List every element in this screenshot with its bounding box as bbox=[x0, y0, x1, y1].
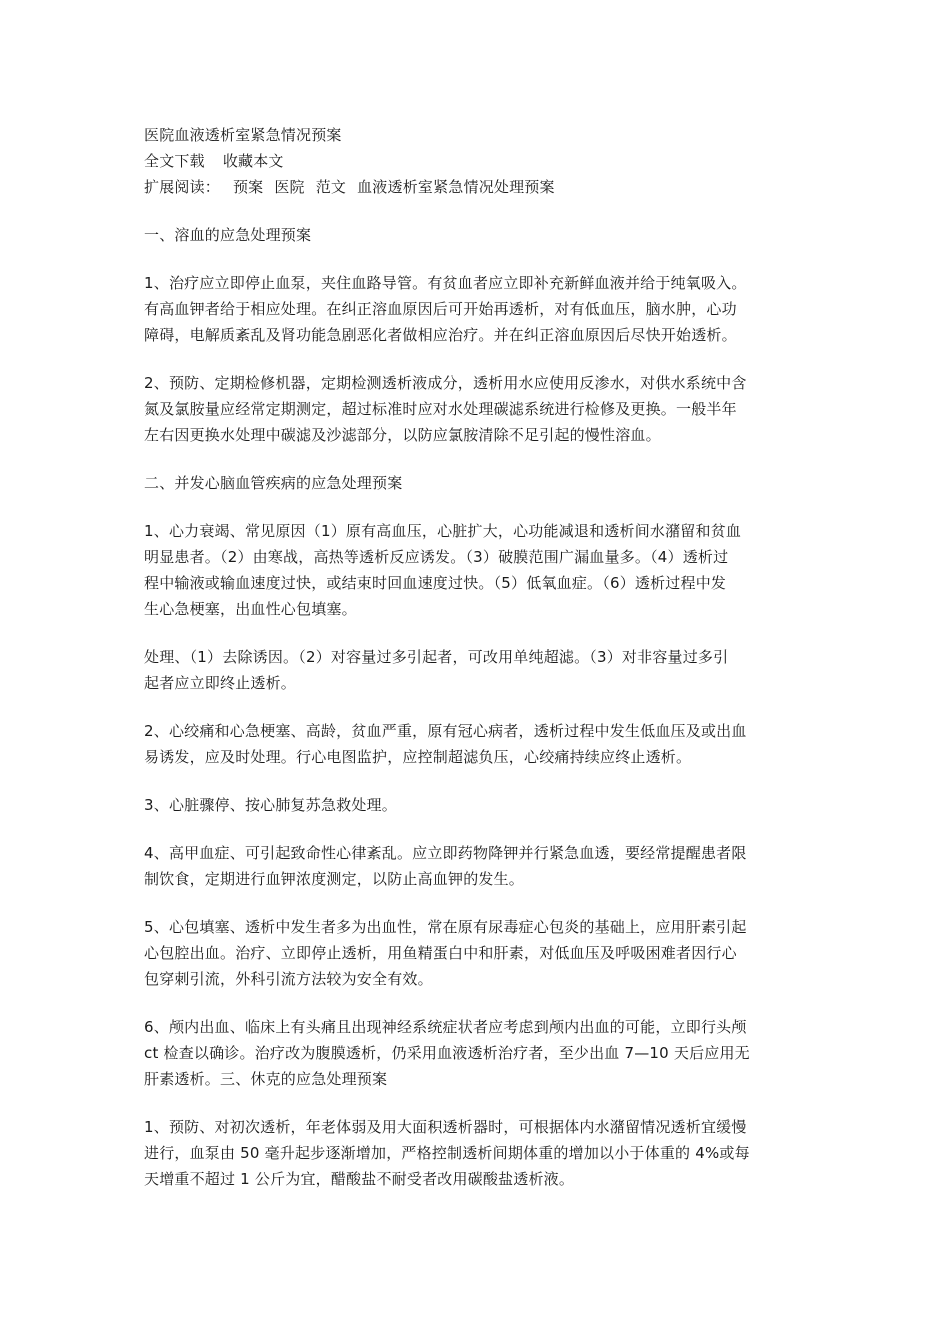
paragraph-line: 明显患者。（2）由寒战，高热等透析反应诱发。（3）破膜范围广漏血量多。（4）透析过 bbox=[144, 548, 729, 566]
paragraph-line: 1、治疗应立即停止血泵，夹住血路导管。有贫血者应立即补充新鲜血液并给于纯氧吸入。 bbox=[144, 274, 747, 292]
spacer bbox=[144, 622, 812, 644]
paragraph-line: 处理、（1）去除诱因。（2）对容量过多引起者，可改用单纯超滤。（3）对非容量过多引 bbox=[144, 648, 729, 666]
paragraph-line: 包穿刺引流，外科引流方法较为安全有效。 bbox=[144, 970, 433, 988]
paragraph-line: ct 检查以确诊。治疗改为腹膜透析，仍采用血液透析治疗者，至少出血 7—10 天后应用无 bbox=[144, 1044, 750, 1062]
spacer bbox=[144, 770, 812, 792]
paragraph-line: 起者应立即终止透析。 bbox=[144, 674, 297, 692]
spacer bbox=[144, 348, 812, 370]
spacer bbox=[144, 496, 812, 518]
related-keyword[interactable]: 范文 bbox=[315, 178, 347, 196]
paragraph-line: 程中输液或输血速度过快，或结束时回血速度过快。（5）低氧血症。（6）透析过程中发 bbox=[144, 574, 727, 592]
spacer bbox=[144, 818, 812, 840]
paragraph-line: 生心急梗塞，出血性心包填塞。 bbox=[144, 600, 357, 618]
paragraph bbox=[144, 270, 812, 348]
document-sections bbox=[144, 222, 812, 1214]
section-heading: 二、并发心脑血管疾病的应急处理预案 bbox=[144, 474, 403, 492]
spacer bbox=[144, 696, 812, 718]
spacer bbox=[144, 892, 812, 914]
paragraph-line: 1、预防、对初次透析，年老体弱及用大面积透析器时，可根据体内水潴留情况透析宜缓慢 bbox=[144, 1118, 747, 1136]
paragraph bbox=[144, 1014, 812, 1092]
paragraph-line: 进行，血泵由 50 毫升起步逐渐增加，严格控制透析间期体重的增加以小于体重的 4%或每 bbox=[144, 1144, 750, 1162]
spacer bbox=[144, 992, 812, 1014]
paragraph bbox=[144, 1114, 812, 1192]
related-keyword[interactable]: 预案 bbox=[232, 178, 264, 196]
document-title: 医院血液透析室紧急情况预案 bbox=[144, 126, 342, 144]
paragraph-line: 左右因更换水处理中碳滤及沙滤部分，以防应氯胺清除不足引起的慢性溶血。 bbox=[144, 426, 661, 444]
paragraph-line: 心包腔出血。治疗、立即停止透析，用鱼精蛋白中和肝素，对低血压及呼吸困难者因行心 bbox=[144, 944, 737, 962]
related-keyword[interactable]: 医院 bbox=[274, 178, 305, 196]
document-body bbox=[144, 122, 812, 1214]
related-label: 扩展阅读： bbox=[144, 178, 221, 196]
paragraph-line: 制饮食，定期进行血钾浓度测定，以防止高血钾的发生。 bbox=[144, 870, 525, 888]
section-heading: 一、溶血的应急处理预案 bbox=[144, 226, 312, 244]
paragraph-line: 1、心力衰竭、常见原因（1）原有高血压，心脏扩大，心功能减退和透析间水潴留和贫血 bbox=[144, 522, 742, 540]
paragraph bbox=[144, 370, 812, 448]
spacer bbox=[144, 248, 812, 270]
paragraph-line: 肝素透析。三、休克的应急处理预案 bbox=[144, 1070, 388, 1088]
paragraph-line: 有高血钾者给于相应处理。在纠正溶血原因后可开始再透析，对有低血压，脑水肿，心功 bbox=[144, 300, 737, 318]
paragraph-line: 障碍，电解质紊乱及肾功能急剧恶化者做相应治疗。并在纠正溶血原因后尽快开始透析。 bbox=[144, 326, 737, 344]
paragraph-line: 天增重不超过 1 公斤为宜，醋酸盐不耐受者改用碳酸盐透析液。 bbox=[144, 1170, 575, 1188]
spacer bbox=[144, 200, 812, 222]
paragraph-line: 易诱发，应及时处理。行心电图监护，应控制超滤负压，心绞痛持续应终止透析。 bbox=[144, 748, 692, 766]
download-link[interactable]: 全文下载 bbox=[144, 152, 205, 170]
paragraph-line: 4、高甲血症、可引起致命性心律紊乱。应立即药物降钾并行紧急血透，要经常提醒患者限 bbox=[144, 844, 747, 862]
paragraph bbox=[144, 914, 812, 992]
paragraph bbox=[144, 840, 812, 892]
paragraph-line: 3、心脏骤停、按心肺复苏急救处理。 bbox=[144, 796, 397, 814]
paragraph-line: 5、心包填塞、透析中发生者多为出血性，常在原有尿毒症心包炎的基础上，应用肝素引起 bbox=[144, 918, 747, 936]
related-keyword[interactable]: 血液透析室紧急情况处理预案 bbox=[357, 178, 555, 196]
paragraph bbox=[144, 718, 812, 770]
document-actions bbox=[144, 148, 812, 174]
paragraph bbox=[144, 644, 812, 696]
related-reading bbox=[144, 174, 812, 200]
paragraph-line: 6、颅内出血、临床上有头痛且出现神经系统症状者应考虑到颅内出血的可能，立即行头颅 bbox=[144, 1018, 747, 1036]
paragraph bbox=[144, 792, 812, 818]
spacer bbox=[144, 1192, 812, 1214]
spacer bbox=[144, 1092, 812, 1114]
spacer bbox=[144, 448, 812, 470]
favorite-link[interactable]: 收藏本文 bbox=[222, 152, 284, 170]
paragraph-line: 2、预防、定期检修机器，定期检测透析液成分，透析用水应使用反渗水，对供水系统中含 bbox=[144, 374, 747, 392]
paragraph-line: 2、心绞痛和心急梗塞、高龄，贫血严重，原有冠心病者，透析过程中发生低血压及或出血 bbox=[144, 722, 747, 740]
paragraph bbox=[144, 518, 812, 622]
paragraph-line: 氮及氯胺量应经常定期测定，超过标准时应对水处理碳滤系统进行检修及更换。一般半年 bbox=[144, 400, 737, 418]
